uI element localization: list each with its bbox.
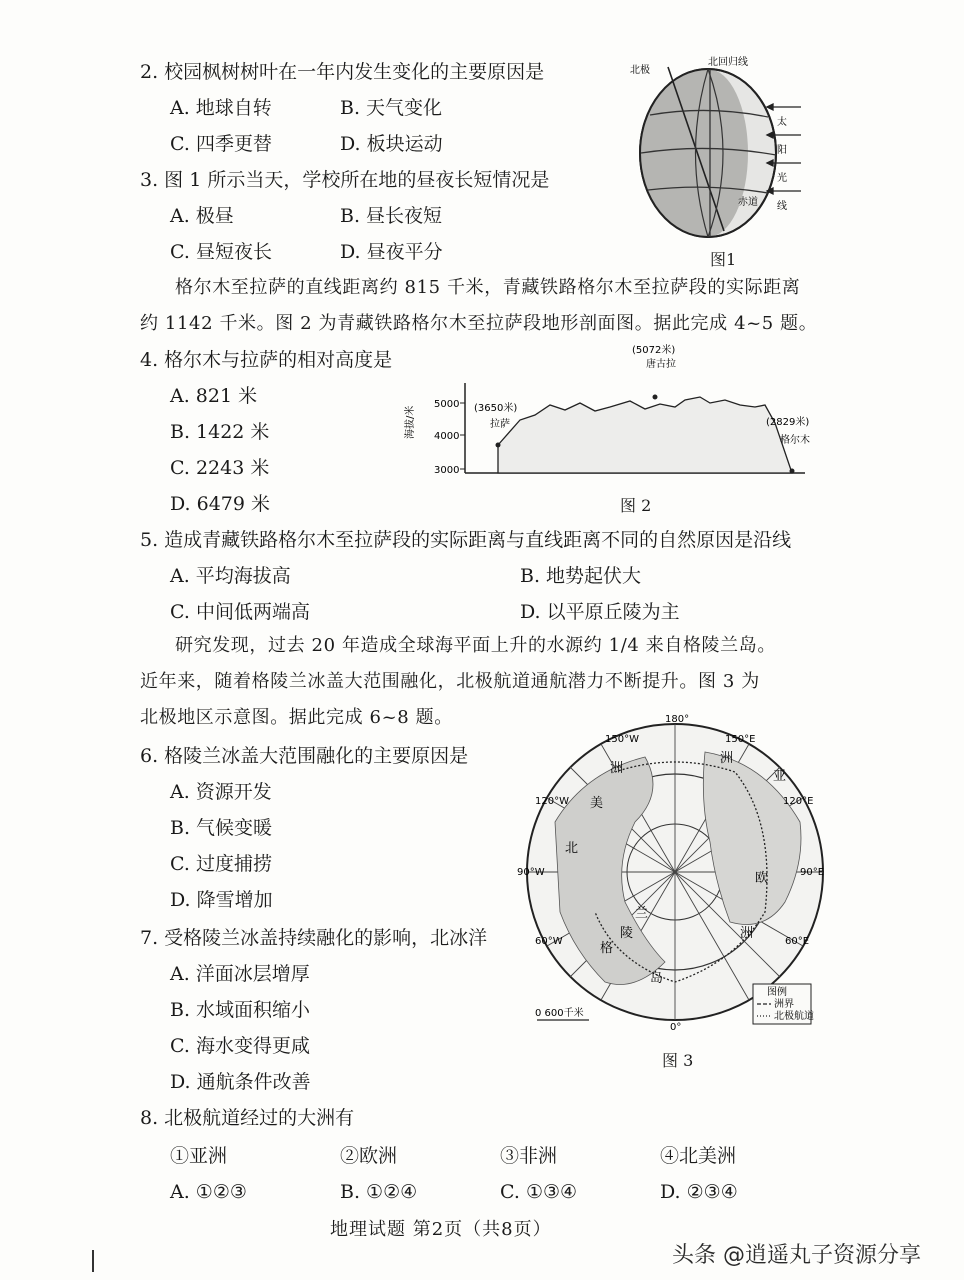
fig3-lon-180: 180° (665, 714, 690, 725)
fig3-europe-1: 欧 (755, 871, 769, 886)
fig3-lon-0: 0° (670, 1022, 682, 1033)
fig3-na-2: 美 (590, 796, 604, 811)
fig3-lon-120e: 120°E (783, 796, 814, 807)
fig3-asia-1: 亚 (773, 769, 787, 784)
margin-mark (92, 1250, 94, 1272)
fig3-europe-2: 洲 (740, 926, 754, 941)
passage2-line2: 近年来，随着格陵兰冰盖大范围融化，北极航道通航潜力不断提升。图 3 为 (140, 671, 760, 692)
q3-option-a: A. 极昼 (170, 205, 234, 227)
fig2-golmud-elev: (2829米) (766, 417, 810, 428)
fig2-tick-5000: 5000 (434, 399, 460, 410)
fig2-lhasa-elev: (3650米) (474, 403, 518, 414)
fig1-label-top: 北回归线 (708, 57, 748, 68)
q5-option-a: A. 平均海拔高 (170, 565, 291, 587)
fig3-caption: 图 3 (662, 1051, 694, 1070)
fig1-sun-char-1: 太 (777, 117, 787, 128)
fig2-y-label: 海拔/米 (405, 405, 416, 439)
fig1-sun-char-4: 线 (777, 201, 787, 212)
q5-stem: 5. 造成青藏铁路格尔木至拉萨段的实际距离与直线距离不同的自然原因是沿线 (140, 529, 792, 551)
passage2-line1: 研究发现，过去 20 年造成全球海平面上升的水源约 1/4 来自格陵兰岛。 (175, 635, 776, 656)
q4-option-a: A. 821 米 (170, 385, 258, 407)
fig1-label-left: 北极 (630, 65, 650, 76)
fig2-golmud-name: 格尔木 (780, 435, 810, 446)
passage1-line2: 约 1142 千米。图 2 为青藏铁路格尔木至拉萨段地形剖面图。据此完成 4~5 题。 (140, 313, 818, 334)
fig2-peak-elev: (5072米) (632, 345, 676, 356)
fig2-caption: 图 2 (620, 496, 652, 515)
page-footer: 地理试题 第2页（共8页） (330, 1219, 552, 1240)
q3-option-c: C. 昼短夜长 (170, 241, 272, 263)
q4-option-d: D. 6479 米 (170, 493, 271, 515)
q2-option-d: D. 板块运动 (340, 133, 443, 155)
fig3-legend-route: 北极航道 (774, 1011, 814, 1022)
fig3-greenland-3: 兰 (635, 906, 649, 921)
q2-option-c: C. 四季更替 (170, 133, 272, 155)
fig2-lhasa-name: 拉萨 (490, 419, 510, 430)
fig3-asia-2: 洲 (720, 751, 734, 766)
fig1-sun-char-2: 阳 (777, 145, 787, 156)
fig3-na-1: 北 (565, 841, 579, 856)
fig3-legend-title: 图例 (767, 987, 787, 998)
fig3-lon-150w: 150°W (605, 734, 639, 745)
q5-option-c: C. 中间低两端高 (170, 601, 310, 623)
fig1-sun-char-3: 光 (777, 173, 787, 184)
fig2-peak-name: 唐古拉 (646, 359, 676, 370)
fig1-caption: 图1 (710, 250, 737, 269)
q6-option-d: D. 降雪增加 (170, 889, 273, 911)
q4-option-b: B. 1422 米 (170, 421, 270, 443)
q3-option-b: B. 昼长夜短 (340, 205, 443, 227)
q2-stem: 2. 校园枫树树叶在一年内发生变化的主要原因是 (140, 61, 545, 83)
figure-2-profile (405, 345, 820, 480)
q7-stem: 7. 受格陵兰冰盖持续融化的影响，北冰洋 (140, 927, 488, 949)
fig3-greenland-1: 格 (600, 941, 614, 956)
fig3-legend-border: 洲界 (774, 999, 794, 1010)
q8-option-d: D. ②③④ (660, 1181, 738, 1203)
q6-stem: 6. 格陵兰冰盖大范围融化的主要原因是 (140, 745, 469, 767)
q7-option-b: B. 水域面积缩小 (170, 999, 311, 1021)
q3-stem: 3. 图 1 所示当天，学校所在地的昼夜长短情况是 (140, 169, 550, 191)
q8-statement-2: ②欧洲 (340, 1145, 398, 1167)
q2-option-b: B. 天气变化 (340, 97, 443, 119)
q8-statement-4: ④北美洲 (660, 1145, 737, 1167)
q8-option-b: B. ①②④ (340, 1181, 418, 1203)
q8-option-a: A. ①②③ (170, 1181, 247, 1203)
fig3-lon-120w: 120°W (535, 796, 569, 807)
q5-option-d: D. 以平原丘陵为主 (520, 601, 680, 623)
q7-option-a: A. 洋面冰层增厚 (170, 963, 310, 985)
fig1-label-bottom: 赤道 (738, 197, 758, 208)
fig3-lon-150e: 150°E (725, 734, 756, 745)
fig3-lon-90w: 90°W (517, 867, 545, 878)
q6-option-c: C. 过度捕捞 (170, 853, 272, 875)
figure-3-arctic-map (515, 712, 825, 1037)
q6-option-b: B. 气候变暖 (170, 817, 273, 839)
q7-option-d: D. 通航条件改善 (170, 1071, 311, 1093)
q2-option-a: A. 地球自转 (170, 97, 272, 119)
q8-statement-1: ①亚洲 (170, 1145, 228, 1167)
q7-option-c: C. 海水变得更咸 (170, 1035, 310, 1057)
fig3-greenland-4: 岛 (650, 971, 664, 986)
q6-option-a: A. 资源开发 (170, 781, 272, 803)
passage2-line3: 北极地区示意图。据此完成 6~8 题。 (140, 707, 453, 728)
fig2-tick-3000: 3000 (434, 465, 460, 476)
q8-stem: 8. 北极航道经过的大洲有 (140, 1107, 355, 1129)
fig2-tick-4000: 4000 (434, 431, 460, 442)
fig3-lon-60w: 60°W (535, 936, 563, 947)
fig3-greenland-2: 陵 (620, 926, 634, 941)
fig3-na-3: 洲 (610, 761, 624, 776)
fig3-scale: 0 600千米 (535, 1008, 584, 1019)
q4-option-c: C. 2243 米 (170, 457, 270, 479)
fig3-lon-90e: 90°E (800, 867, 825, 878)
q8-option-c: C. ①③④ (500, 1181, 578, 1203)
q8-statement-3: ③非洲 (500, 1145, 558, 1167)
q3-option-d: D. 昼夜平分 (340, 241, 443, 263)
fig1-sun-arrows (765, 95, 805, 215)
q5-option-b: B. 地势起伏大 (520, 565, 642, 587)
q4-stem: 4. 格尔木与拉萨的相对高度是 (140, 349, 393, 371)
fig3-lon-60e: 60°E (785, 936, 810, 947)
passage1-line1: 格尔木至拉萨的直线距离约 815 千米，青藏铁路格尔木至拉萨段的实际距离 (175, 277, 801, 298)
watermark: 头条 @逍遥丸子资源分享 (672, 1243, 921, 1268)
